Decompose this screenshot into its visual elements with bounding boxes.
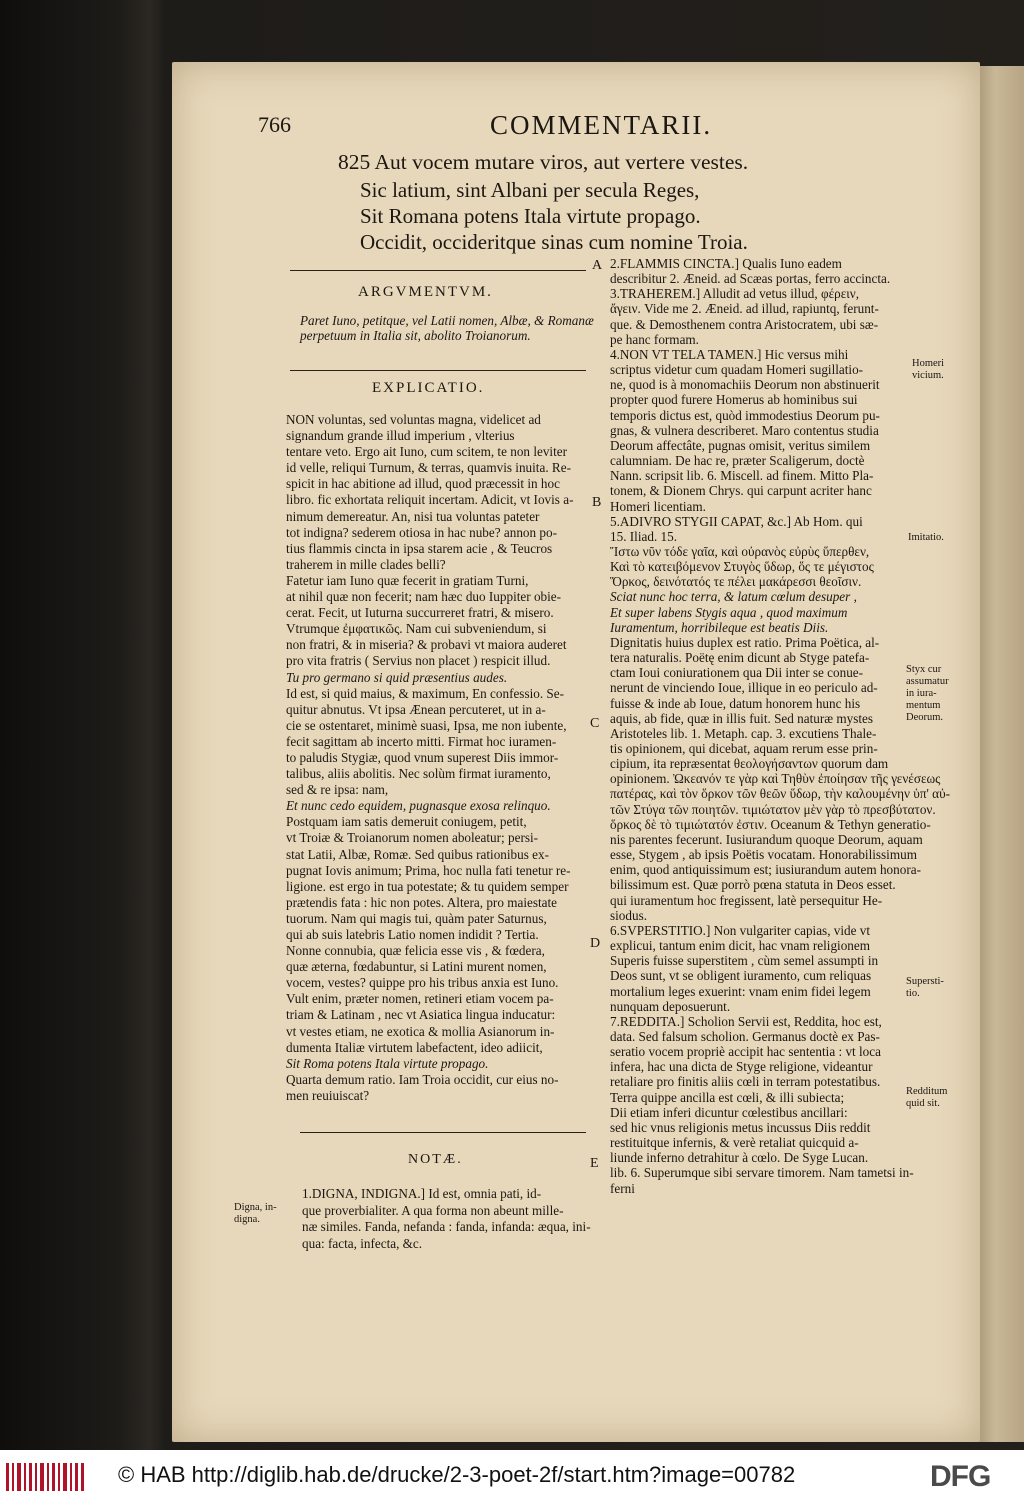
- text-line: tonem, & Dionem Chrys. qui carpunt acriter hanc: [610, 483, 872, 499]
- text-line: enim, quod antiquissimum est; iusiurandum autem honora-: [610, 862, 921, 878]
- text-line: esse, Stygem , ab ipsis Poëtis vocatam. Honorabilissimum: [610, 847, 917, 863]
- text-line: ligione. est ergo in tua potestate; & tu quidem semper: [286, 878, 569, 894]
- text-line: NON voluntas, sed voluntas magna, videlicet ad: [286, 412, 541, 427]
- text-line: nunquam deposuerunt.: [610, 998, 731, 1014]
- text-line: calumniam. De hac re, præter Scaligerum, doctè: [610, 453, 865, 469]
- section-letter: D: [590, 936, 601, 951]
- text-line: ferni: [610, 1180, 635, 1196]
- margin-note: Redditum quid sit.: [906, 1086, 948, 1109]
- text-line: nis parentes fecerunt. Iusiurandum quoque Deorum, aquam: [610, 831, 923, 847]
- argumentum-heading: ARGVMENTVM.: [358, 284, 493, 300]
- text-line: 7.REDDITA.] Scholion Servii est, Reddita, hoc est,: [610, 1013, 882, 1029]
- text-line: at nihil quæ non fecerit; nam hæc duo Iuppiter obie-: [286, 589, 562, 605]
- text-line: Homeri licentiam.: [610, 498, 706, 514]
- text-line: men reuiuiscat?: [286, 1087, 370, 1103]
- facing-page-edge: [976, 66, 1024, 1442]
- text-line: qui ab suis latebris Latio nomen indidit ? Tertia.: [286, 927, 539, 942]
- text-line: nerunt de vinciendo Ioue, illique in eo periculo ad-: [610, 680, 878, 696]
- notae-text: [302, 1186, 591, 1252]
- text-line: sed & re ipsa: nam,: [286, 782, 389, 798]
- margin-note: Homeri vicium.: [912, 358, 945, 381]
- text-line: 3.TRAHEREM.] Alludit ad vetus illud, φέρειν,: [610, 286, 860, 302]
- text-line: describitur 2. Æneid. ad Scæas portas, ferro accincta.: [610, 271, 891, 287]
- margin-note: Imitatio.: [908, 532, 944, 543]
- text-line: Id est, si quid maius, & maximum, En confessio. Se-: [286, 685, 565, 701]
- text-line: tis opinionem, qui dicebat, aquam rerum esse prin-: [610, 741, 878, 756]
- rule: [300, 1132, 586, 1133]
- text-line: qua: facta, infecta, &c.: [302, 1235, 423, 1251]
- text-line: Vtrumque ἐμφατικῶς. Nam cui subveniendum, si: [286, 621, 547, 637]
- text-line: Postquam iam satis demeruit coniugem, petit,: [286, 814, 527, 830]
- text-line: tuorum. Nam qui magis tui, quàm pater Saturnus,: [286, 910, 547, 926]
- text-line: gnas, & vulnera describeret. Maro contentus studia: [610, 422, 879, 438]
- text-line: ctam Ioui coniurationem qua Dii inter se conue-: [610, 665, 864, 681]
- text-line: ἄγειν. Vide me 2. Æneid. ad illud, rapiuntq, ferunt-: [610, 301, 879, 317]
- text-line: Dii etiam inferi dicuntur cœlestibus ancillari:: [610, 1104, 848, 1120]
- verse-line: 825 Aut vocem mutare viros, aut vertere vestes.: [338, 150, 749, 174]
- text-line: Deos sunt, vt se obligent iuramento, cum reliquas: [610, 968, 872, 984]
- text-line: data. Sed falsum scholion. Germanus doctè ex Pas-: [610, 1028, 880, 1044]
- text-line: retaliare pro finitis aliis cœli in terram potestatibus.: [610, 1074, 881, 1090]
- text-line: 15. Iliad. 15.: [610, 528, 678, 544]
- text-line: Nonne connubia, quæ felicia esse vis , & fœdera,: [286, 943, 545, 959]
- argumentum-text: [300, 313, 594, 344]
- text-line: 6.SVPERSTITIO.] Non vulgariter capias, vide vt: [610, 922, 871, 938]
- text-line: Nann. scripsit lib. 6. Miscell. ad finem. Mitto Pla-: [610, 468, 874, 484]
- rule: [290, 270, 586, 271]
- text-line: Iuramentum, horribileque est beatis Diis.: [610, 619, 829, 635]
- text-line: næ similes. Fanda, nefanda : fanda, infanda: æqua, ini-: [302, 1219, 591, 1234]
- text-line: libro. fic exhortata reliquit incertam. Adicit, vt Iovis a-: [286, 492, 574, 508]
- text-line: cie se ostentaret, minimè suasi, Ipsa, me non iubente,: [286, 717, 567, 733]
- text-line: sed hic vnus religionis metus incussus Diis reddit: [610, 1119, 871, 1135]
- text-line: stat Latii, Albæ, Romæ. Sed quibus rationibus ex-: [286, 846, 550, 862]
- text-line: to paludis Stygiæ, quod vnum superest Diis immor-: [286, 749, 559, 765]
- text-line: tius flammis cincta in ipsa starem acie , & Teucros: [286, 540, 553, 556]
- folio-number: 766: [258, 112, 291, 137]
- text-line: pro vita fratris ( Servius non placet ) respicit illud.: [286, 653, 551, 669]
- verse-line: Sit Romana potens Itala virtute propago.: [360, 204, 701, 228]
- text-line: Vult enim, præter nomen, retineri etiam vocem pa-: [286, 991, 554, 1007]
- text-line: spicit in hac abitione ad illud, quod præcessit in hoc: [286, 476, 560, 492]
- text-line: opinionem. Ὠκεανόν τε γὰρ καὶ Τηθὺν ἐποίησαν τῆς γενέσεως: [610, 771, 941, 787]
- text-line: vt vestes etiam, ne exotica & mollia Asianorum in-: [286, 1023, 555, 1039]
- text-line: ne, quod is à monomachiis Deorum non abstinuerit: [610, 377, 880, 393]
- margin-note: Styx cur assumatur in iura- mentum Deorum.: [906, 664, 949, 723]
- text-line: Quarta demum ratio. Iam Troia occidit, cur eius no-: [286, 1071, 559, 1087]
- text-line: ὅρκος δὲ τὸ τιμιώτατόν ἐστιν. Oceanum & Tethyn generatio-: [610, 816, 931, 832]
- text-line: Deorum affectâte, pugnas omisit, veritus similem: [610, 437, 871, 453]
- verse-line: Sic latium, sint Albani per secula Reges,: [360, 178, 700, 202]
- text-line: que. & Demosthenem contra Aristocratem, ubi sæ-: [610, 316, 879, 332]
- text-line: Aristoteles lib. 1. Metaph. cap. 3. excutiens Thale-: [610, 725, 877, 741]
- text-line: traherem in mille clades belli?: [286, 556, 446, 572]
- text-line: restituitque infernis, & verè retaliat quicquid a-: [610, 1135, 859, 1151]
- text-line: infera, hac una dicta de Styge religione, videantur: [610, 1059, 873, 1075]
- text-line: Sit Roma potens Itala virtute propago.: [286, 1055, 489, 1071]
- text-line: Tu pro germano si quid præsentius audes.: [286, 669, 508, 685]
- text-line: vt Troiæ & Troianorum nomen aboleatur; persi-: [286, 830, 539, 846]
- text-line: siodus.: [610, 907, 648, 923]
- text-line: 4.NON VT TELA TAMEN.] Hic versus mihi: [610, 346, 849, 362]
- text-line: Ὅρκος, δεινότατός τε πέλει μακάρεσσι θεοῖσιν.: [610, 574, 862, 590]
- text-line: tot indigna? sederem otiosa in hac nube? annon po-: [286, 524, 557, 540]
- text-line: qui iuramentum hoc fregissent, latè persequitur He-: [610, 892, 883, 908]
- explicatio-heading: EXPLICATIO.: [372, 380, 485, 396]
- text-line: seratio vocem propriè accipit hac sententia : vt loca: [610, 1044, 881, 1060]
- text-line: aquis, ab fide, quæ in illis fuit. Sed naturæ mystes: [610, 710, 873, 726]
- text-line: lib. 6. Superumque sibi servare timorem. Nam tametsi in-: [610, 1165, 914, 1181]
- notae-heading: NOTÆ.: [408, 1152, 463, 1167]
- text-line: fuisse & inde ab Ioue, datum honorem hunc his: [610, 695, 861, 711]
- text-line: talibus, aliis abolitis. Nec solùm firmat iuramento,: [286, 766, 551, 782]
- text-line: signandum grande illud imperium , vlterius: [286, 428, 515, 444]
- text-line: non fratri, & in miseria? & probavi vt maiora auderet: [286, 637, 567, 653]
- section-letter: E: [590, 1156, 599, 1171]
- copyright-link[interactable]: © HAB http://diglib.hab.de/drucke/2-3-poet-2f/start.htm?image=00782: [118, 1462, 796, 1487]
- text-line: Paret Iuno, petitque, vel Latii nomen, Albæ, & Romanæ: [300, 313, 594, 328]
- text-line: explicui, tantum enim dicit, hac vnam religionem: [610, 938, 871, 954]
- section-letter: B: [592, 495, 602, 510]
- text-line: Fatetur iam Iuno quæ fecerit in gratiam Turni,: [286, 572, 529, 588]
- text-line: 5.ADIVRO STYGII CAPAT, &c.] Ab Hom. qui: [610, 513, 863, 529]
- text-line: vocem, vestes? quippe pro his tribus anxia est Iuno.: [286, 975, 559, 991]
- text-line: tentare veto. Ergo ait Iuno, cum scitem, te non leviter: [286, 444, 568, 460]
- section-letter: C: [590, 716, 600, 731]
- text-line: cipium, ita repræsentat θεολογήσαντων quorum dam: [610, 756, 889, 772]
- rule: [290, 370, 586, 371]
- text-line: quitur abnutus. Vt ipsa Ænean percuteret, ut in a-: [286, 701, 546, 717]
- text-line: mortalium leges exuerint: vnam enim fidei legem: [610, 983, 871, 999]
- text-line: Terra quippe ancilla est cœli, & illi subiecta;: [610, 1089, 845, 1105]
- text-line: Et super labens Stygis aqua , quod maximum: [610, 604, 848, 620]
- text-line: fecit sagittam ab incerto mitti. Firmat hoc iuramen-: [286, 733, 557, 749]
- text-line: Et nunc cedo equidem, pugnasque exosa relinquo.: [286, 798, 551, 814]
- margin-note: Supersti- tio.: [906, 976, 944, 999]
- section-letter: A: [592, 258, 603, 273]
- text-line: dumenta Italiæ virtutem labefactent, ideo adiicit,: [286, 1039, 543, 1055]
- text-line: cerat. Fecit, ut Iuturna succurreret fratri, & misero.: [286, 605, 554, 621]
- text-line: id velle, reliqui Turnum, & terras, quamvis inuita. Re-: [286, 460, 571, 476]
- text-line: Ἴστω νῦν τόδε γαῖα, καὶ οὐρανὸς εὐρὺς ὕπερθεν,: [610, 543, 870, 559]
- dfg-logo: DFG: [930, 1460, 991, 1493]
- text-line: τῶν Στύγα τῶν ποιητῶν. τιμιώτατον μὲν γὰρ τὸ πρεσβύτατον.: [610, 801, 936, 817]
- text-line: Καὶ τὸ κατειβόμενον Στυγὸς ὕδωρ, ὅς τε μέγιστος: [610, 559, 874, 575]
- text-line: pugnat Iovis animum; Prima, hoc nulla fati tenetur re-: [286, 862, 571, 878]
- running-head: COMMENTARII.: [490, 110, 713, 140]
- text-line: Sciat nunc hoc terra, & latum cœlum desuper ,: [610, 589, 857, 605]
- text-line: πατέρας, καὶ τὸν ὅρκον τῶν θεῶν ὕδωρ, τὴν καλουμένην ὑπ' αὐ-: [610, 786, 950, 802]
- text-line: tera naturalis. Poëtę enim dicunt ab Styge patefa-: [610, 650, 870, 666]
- text-line: propter quod furere Homerus ab hominibus sui: [610, 392, 858, 408]
- barcode-icon: [6, 1463, 84, 1491]
- text-line: prætendis fata : hic non potes. Altera, pro maiestate: [286, 894, 557, 910]
- text-line: quæ æterna, fœdabuntur, si Latini murent nomen,: [286, 959, 547, 975]
- text-line: perpetuum in Italia sit, abolito Troianorum.: [300, 328, 531, 344]
- text-line: Dignitatis huius duplex est ratio. Prima Poëtica, al-: [610, 634, 880, 650]
- text-line: 2.FLAMMIS CINCTA.] Qualis Iuno eadem: [610, 256, 842, 271]
- explicatio-text: [286, 412, 586, 1104]
- text-line: nimum demereatur. An, nisi tua voluntas pateter: [286, 508, 540, 524]
- text-line: pe hanc formam.: [610, 331, 699, 347]
- verse-line: Occidit, occideritque sinas cum nomine Troia.: [360, 230, 748, 254]
- text-line: triam & Latinam , nec vt Asiatica lingua inducatur:: [286, 1007, 556, 1023]
- text-line: 1.DIGNA, INDIGNA.] Id est, omnia pati, id-: [302, 1186, 542, 1201]
- text-line: liunde inferno detrahitur à cœlo. De Syge Lucan.: [610, 1150, 869, 1166]
- text-line: Superis fuisse superstitem , cùm semel assumpti in: [610, 953, 879, 969]
- margin-note: Digna, in- digna.: [234, 1202, 277, 1225]
- text-line: que proverbialiter. A qua forma non abeunt mille-: [302, 1202, 564, 1218]
- text-line: bilissimum est. Quæ porrò pœna statuta in Deos esset.: [610, 877, 896, 893]
- text-line: temporis dictus est, quòd immodestius Deorum pu-: [610, 407, 880, 423]
- text-line: scriptus videtur cum quadam Homeri sugillatio-: [610, 362, 864, 378]
